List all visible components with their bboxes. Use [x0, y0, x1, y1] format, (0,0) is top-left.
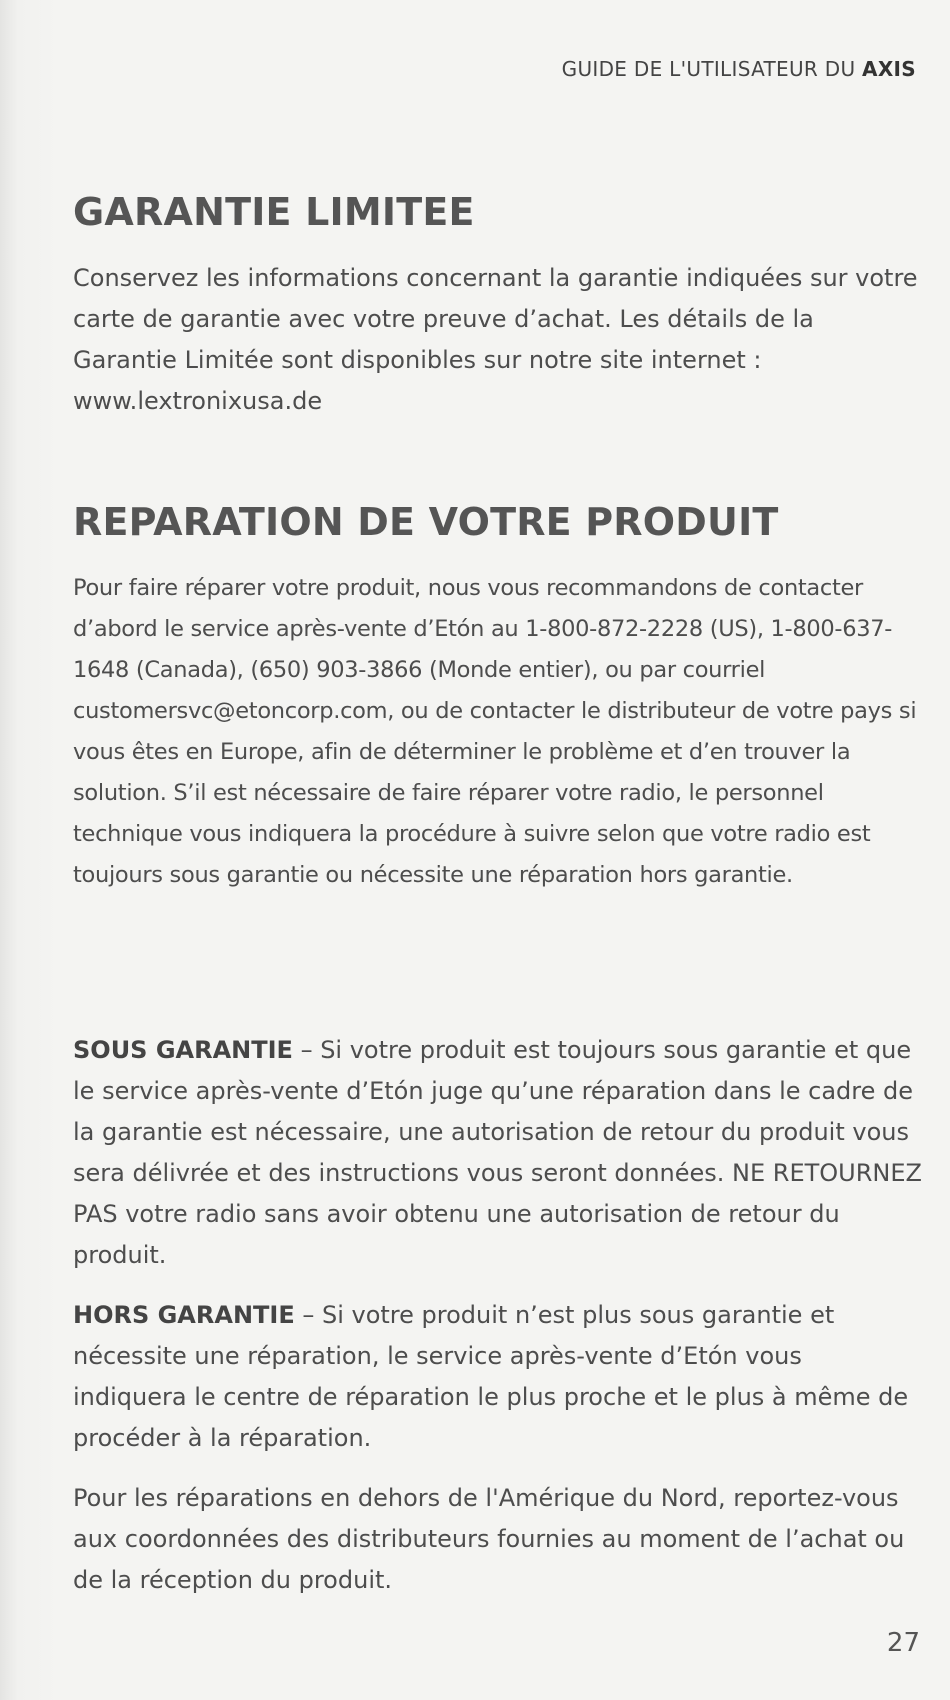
heading-garantie-limitee: GARANTIE LIMITEE	[73, 190, 475, 234]
paragraph-garantie: Conservez les informations concernant la garantie indiquées sur votre carte de garantie avec votre preuve d’achat. Les détails de la Garantie Limitée sont disponibles sur notre site internet : www.lextronixusa.de	[73, 264, 918, 415]
running-header	[562, 57, 916, 81]
paragraph-reparation: Pour faire réparer votre produit, nous vous recommandons de contacter d’abord le service après-vente d’Etón au 1-800-872-2228 (US), 1-800-637-1648 (Canada), (650) 903-3866 (Monde entier), ou par courriel customersvc@etoncorp.com, ou de contacter le distributeur de votre pays si vous êtes en Europe, afin de déterminer le problème et d’en trouver la solution. S’il est nécessaire de faire réparer votre radio, le personnel technique vous indiquera la procédure à suivre selon que votre radio est toujours sous garantie ou nécessite une réparation hors garantie.	[73, 575, 917, 888]
header-brand: AXIS	[862, 57, 916, 81]
label-sous-garantie: SOUS GARANTIE	[73, 1036, 293, 1064]
label-hors-garantie: HORS GARANTIE	[73, 1301, 295, 1329]
paragraph-hors-garantie	[73, 1295, 923, 1459]
text-hors-garantie: – Si votre produit n’est plus sous garantie et nécessite une réparation, le service après-vente d’Etón vous indiquera le centre de réparation le plus proche et le plus à même de procéder à la réparation.	[73, 1301, 909, 1452]
heading-reparation: REPARATION DE VOTRE PRODUIT	[73, 500, 779, 544]
text-sous-garantie: – Si votre produit est toujours sous garantie et que le service après-vente d’Etón juge qu’une réparation dans le cadre de la garantie est nécessaire, une autorisation de retour du produit vous sera délivrée et des instructions vous seront données. NE RETOURNEZ PAS votre radio sans avoir obtenu une autorisation de retour du produit.	[73, 1036, 922, 1269]
paragraph-sous-garantie	[73, 1030, 923, 1276]
page-number: 27	[886, 1628, 920, 1658]
header-prefix: GUIDE DE L'UTILISATEUR DU	[561, 57, 863, 81]
paragraph-hors-amerique: Pour les réparations en dehors de l'Amérique du Nord, reportez-vous aux coordonnées des distributeurs fournies au moment de l’achat ou de la réception du produit.	[73, 1484, 905, 1594]
